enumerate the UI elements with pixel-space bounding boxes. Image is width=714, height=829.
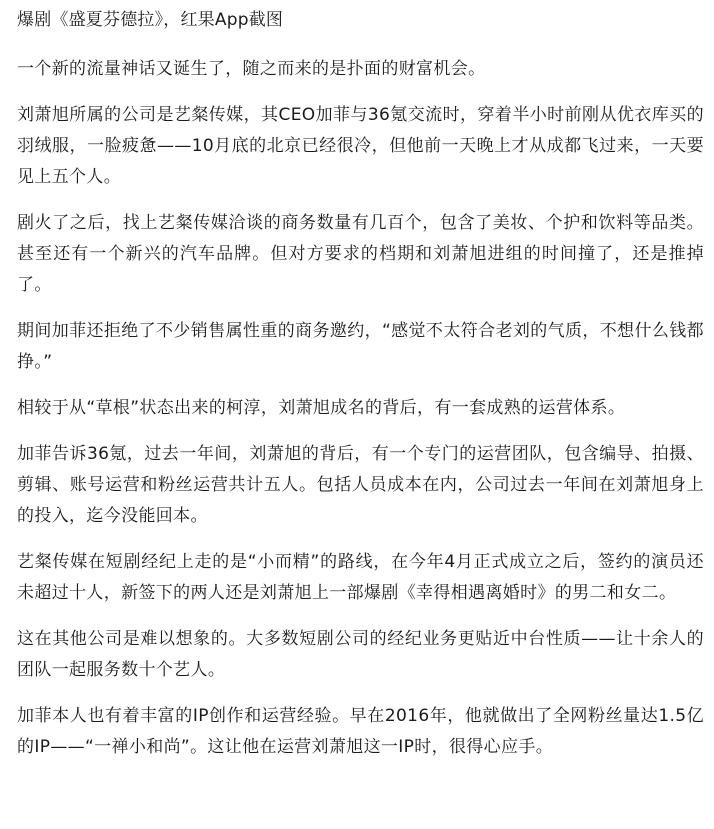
paragraph-9: 加菲本人也有着丰富的IP创作和运营经验。早在2016年，他就做出了全网粉丝量达1.5亿的IP——“一禅小和尚”。这让他在运营刘萧旭这一IP时，很得心应手。 xyxy=(17,706,704,757)
paragraph-6: 加菲告诉36氪，过去一年间，刘萧旭的背后，有一个专门的运营团队，包含编导、拍摄、剪辑、账号运营和粉丝运营共计五人。包括人员成本在内，公司过去一年间在刘萧旭身上的投入，迄今没能回本。 xyxy=(17,444,704,526)
image-caption: 爆剧《盛夏芬德拉》，红果App截图 xyxy=(17,10,284,30)
paragraph-8: 这在其他公司是难以想象的。大多数短剧公司的经纪业务更贴近中台性质——让十余人的团队一起服务数十个艺人。 xyxy=(17,629,704,680)
paragraph-4: 期间加菲还拒绝了不少销售属性重的商务邀约，“感觉不太符合老刘的气质，不想什么钱都挣。” xyxy=(17,321,704,372)
paragraph-1: 一个新的流量神话又诞生了，随之而来的是扑面的财富机会。 xyxy=(17,59,486,79)
paragraph-7: 艺粲传媒在短剧经纪上走的是“小而精”的路线，在今年4月正式成立之后，签约的演员还未超过十人，新签下的两人还是刘萧旭上一部爆剧《幸得相遇离婚时》的男二和女二。 xyxy=(17,552,704,603)
paragraph-2: 刘萧旭所属的公司是艺粲传媒，其CEO加菲与36氪交流时，穿着半小时前刚从优衣库买的羽绒服，一脸疲惫——10月底的北京已经很冷，但他前一天晚上才从成都飞过来，一天要见上五个人。 xyxy=(17,105,704,187)
paragraph-5: 相较于从“草根”状态出来的柯淳，刘萧旭成名的背后，有一套成熟的运营体系。 xyxy=(17,398,626,418)
paragraph-3: 剧火了之后，找上艺粲传媒洽谈的商务数量有几百个，包含了美妆、个护和饮料等品类。甚至还有一个新兴的汽车品牌。但对方要求的档期和刘萧旭进组的时间撞了，还是推掉了。 xyxy=(17,213,704,295)
